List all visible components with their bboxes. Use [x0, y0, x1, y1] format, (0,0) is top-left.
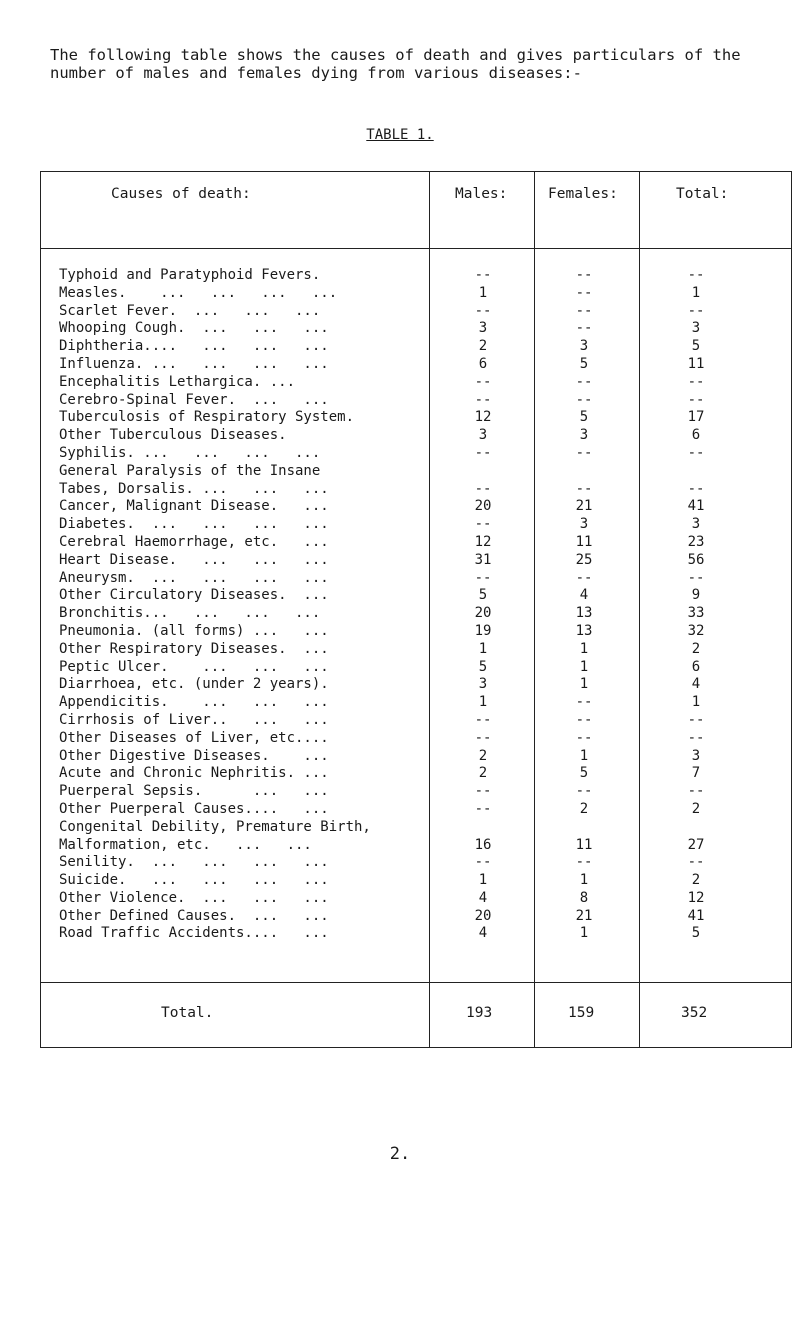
females-cell: 1	[579, 747, 589, 764]
total-cell: 5	[691, 338, 701, 355]
males-cell: 2	[478, 747, 488, 764]
total-cell: 32	[687, 622, 705, 639]
males-cell: --	[474, 480, 492, 497]
females-cell: 25	[575, 551, 593, 568]
cause-cell: Syphilis. ... ... ... ...	[59, 444, 321, 461]
cause-cell: Cerebro-Spinal Fever. ... ...	[59, 391, 329, 408]
males-cell: 1	[478, 284, 488, 301]
total-all: 352	[681, 1005, 708, 1021]
cause-cell: Senility. ... ... ... ...	[59, 854, 329, 871]
table-row	[41, 303, 791, 321]
total-cell: 3	[691, 320, 701, 337]
females-cell: 11	[575, 533, 593, 550]
table-body	[41, 267, 791, 943]
table-row	[41, 445, 791, 463]
header-total: Total:	[676, 186, 729, 202]
total-cell: --	[687, 729, 705, 746]
total-cell: 6	[691, 658, 701, 675]
table-row	[41, 587, 791, 605]
table-row	[41, 409, 791, 427]
total-cell: 17	[687, 409, 705, 426]
total-cell: 2	[691, 800, 701, 817]
males-cell: --	[474, 854, 492, 871]
males-cell: --	[474, 783, 492, 800]
table-row	[41, 320, 791, 338]
table-row	[41, 392, 791, 410]
total-females: 159	[568, 1005, 595, 1021]
females-cell: 2	[579, 800, 589, 817]
table-row	[41, 516, 791, 534]
cause-cell: Cirrhosis of Liver.. ... ...	[59, 711, 329, 728]
cause-cell: Pneumonia. (all forms) ... ...	[59, 622, 329, 639]
total-cell: 27	[687, 836, 705, 853]
males-cell: 5	[478, 658, 488, 675]
cause-cell: Other Diseases of Liver, etc....	[59, 729, 329, 746]
total-cell: 4	[691, 676, 701, 693]
cause-cell: Bronchitis... ... ... ...	[59, 605, 321, 622]
males-cell: 16	[474, 836, 492, 853]
cause-cell: Other Violence. ... ... ...	[59, 889, 329, 906]
header-females: Females:	[548, 186, 618, 202]
header-divider	[41, 248, 791, 249]
table-title: TABLE 1.	[366, 127, 434, 143]
total-cell: --	[687, 480, 705, 497]
females-cell: 8	[579, 889, 589, 906]
females-cell: --	[575, 694, 593, 711]
females-cell: 13	[575, 622, 593, 639]
females-cell: --	[575, 373, 593, 390]
total-cell: --	[687, 302, 705, 319]
females-cell: 3	[579, 427, 589, 444]
cause-cell: Puerperal Sepsis. ... ...	[59, 783, 329, 800]
males-cell: 6	[478, 355, 488, 372]
cause-cell: Other Tuberculous Diseases.	[59, 427, 287, 444]
total-cell: 5	[691, 925, 701, 942]
cause-cell: Cerebral Haemorrhage, etc. ...	[59, 533, 329, 550]
males-cell: 5	[478, 587, 488, 604]
cause-cell: Acute and Chronic Nephritis. ...	[59, 765, 329, 782]
males-cell: 20	[474, 605, 492, 622]
cause-cell: Other Defined Causes. ... ...	[59, 907, 329, 924]
males-cell: --	[474, 267, 492, 283]
males-cell: --	[474, 444, 492, 461]
cause-cell: Measles. ... ... ... ...	[59, 284, 338, 301]
table-row	[41, 498, 791, 516]
males-cell: --	[474, 302, 492, 319]
table-row	[41, 783, 791, 801]
cause-cell: Encephalitis Lethargica. ...	[59, 373, 296, 390]
total-cell: 2	[691, 640, 701, 657]
males-cell: 2	[478, 765, 488, 782]
males-cell: 3	[478, 320, 488, 337]
table-row	[41, 374, 791, 392]
table-row	[41, 712, 791, 730]
cause-cell: Other Respiratory Diseases. ...	[59, 640, 329, 657]
total-cell: 23	[687, 533, 705, 550]
table-row	[41, 872, 791, 890]
males-cell: 20	[474, 498, 492, 515]
females-cell: 5	[579, 409, 589, 426]
females-cell: --	[575, 444, 593, 461]
cause-cell: Peptic Ulcer. ... ... ...	[59, 658, 329, 675]
females-cell: 1	[579, 872, 589, 889]
females-cell: --	[575, 729, 593, 746]
page-number: 2.	[389, 1144, 411, 1164]
total-cell: --	[687, 267, 705, 283]
total-cell: 3	[691, 516, 701, 533]
total-cell: 9	[691, 587, 701, 604]
males-cell: --	[474, 729, 492, 746]
males-cell: 1	[478, 872, 488, 889]
cause-cell: Heart Disease. ... ... ...	[59, 551, 329, 568]
males-cell: --	[474, 569, 492, 586]
table-row	[41, 338, 791, 356]
males-cell: --	[474, 800, 492, 817]
table-row	[41, 676, 791, 694]
cause-cell: Tuberculosis of Respiratory System.	[59, 409, 355, 426]
total-cell: 1	[691, 284, 701, 301]
total-cell: --	[687, 783, 705, 800]
table-row	[41, 925, 791, 943]
total-cell: 3	[691, 747, 701, 764]
table-row	[41, 659, 791, 677]
cause-cell: Suicide. ... ... ... ...	[59, 872, 329, 889]
males-cell: 20	[474, 907, 492, 924]
females-cell: 4	[579, 587, 589, 604]
males-cell: 1	[478, 640, 488, 657]
total-cell: --	[687, 569, 705, 586]
table-row	[41, 890, 791, 908]
males-cell: --	[474, 516, 492, 533]
cause-cell: Road Traffic Accidents.... ...	[59, 925, 329, 942]
females-cell: --	[575, 284, 593, 301]
table-row	[41, 463, 791, 499]
total-cell: 1	[691, 694, 701, 711]
females-cell: --	[575, 267, 593, 283]
table-row	[41, 605, 791, 623]
total-cell: --	[687, 711, 705, 728]
table-row	[41, 427, 791, 445]
total-males: 193	[466, 1005, 493, 1021]
males-cell: 19	[474, 622, 492, 639]
cause-cell: Typhoid and Paratyphoid Fevers.	[59, 267, 321, 283]
cause-cell: Congenital Debility, Premature Birth, Malformation, etc. ... ...	[59, 818, 371, 853]
header-cause: Causes of death:	[111, 186, 251, 202]
males-cell: 2	[478, 338, 488, 355]
females-cell: --	[575, 569, 593, 586]
females-cell: 1	[579, 925, 589, 942]
table-row	[41, 854, 791, 872]
cause-cell: Other Circulatory Diseases. ...	[59, 587, 329, 604]
cause-cell: Other Digestive Diseases. ...	[59, 747, 329, 764]
cause-cell: Diarrhoea, etc. (under 2 years).	[59, 676, 329, 693]
females-cell: 21	[575, 907, 593, 924]
females-cell: --	[575, 320, 593, 337]
cause-cell: Other Puerperal Causes.... ...	[59, 800, 329, 817]
females-cell: 5	[579, 355, 589, 372]
males-cell: 31	[474, 551, 492, 568]
total-label: Total.	[161, 1005, 214, 1021]
females-cell: --	[575, 783, 593, 800]
total-cell: 2	[691, 872, 701, 889]
intro-paragraph: The following table shows the causes of death and gives particulars of the number of males and females dying from various diseases:-	[50, 46, 741, 82]
table-row	[41, 694, 791, 712]
table-row	[41, 765, 791, 783]
cause-cell: Aneurysm. ... ... ... ...	[59, 569, 329, 586]
females-cell: --	[575, 711, 593, 728]
females-cell: 5	[579, 765, 589, 782]
table-row	[41, 356, 791, 374]
table-row	[41, 801, 791, 819]
cause-cell: Cancer, Malignant Disease. ...	[59, 498, 329, 515]
females-cell: --	[575, 391, 593, 408]
females-cell: 21	[575, 498, 593, 515]
table-row	[41, 285, 791, 303]
cause-cell: Scarlet Fever. ... ... ...	[59, 302, 321, 319]
header-males: Males:	[455, 186, 508, 202]
table-row	[41, 641, 791, 659]
total-cell: 41	[687, 907, 705, 924]
females-cell: 3	[579, 516, 589, 533]
males-cell: 4	[478, 925, 488, 942]
total-cell: 12	[687, 889, 705, 906]
causes-of-death-table	[40, 171, 792, 1048]
females-cell: 1	[579, 640, 589, 657]
table-row	[41, 534, 791, 552]
total-cell: 33	[687, 605, 705, 622]
females-cell: 1	[579, 676, 589, 693]
total-cell: --	[687, 854, 705, 871]
males-cell: 3	[478, 427, 488, 444]
males-cell: --	[474, 711, 492, 728]
cause-cell: Diphtheria.... ... ... ...	[59, 338, 329, 355]
females-cell: 1	[579, 658, 589, 675]
table-row	[41, 748, 791, 766]
females-cell: 3	[579, 338, 589, 355]
total-cell: 41	[687, 498, 705, 515]
total-cell: 7	[691, 765, 701, 782]
females-cell: 11	[575, 836, 593, 853]
cause-cell: General Paralysis of the Insane Tabes, Dorsalis. ... ... ...	[59, 462, 329, 497]
total-divider	[41, 982, 791, 983]
total-cell: 11	[687, 355, 705, 372]
males-cell: 1	[478, 694, 488, 711]
table-row	[41, 267, 791, 285]
males-cell: --	[474, 373, 492, 390]
total-cell: --	[687, 391, 705, 408]
females-cell: --	[575, 480, 593, 497]
males-cell: --	[474, 391, 492, 408]
cause-cell: Appendicitis. ... ... ...	[59, 694, 329, 711]
females-cell: 13	[575, 605, 593, 622]
females-cell: --	[575, 302, 593, 319]
table-row	[41, 570, 791, 588]
total-cell: 6	[691, 427, 701, 444]
females-cell: --	[575, 854, 593, 871]
cause-cell: Diabetes. ... ... ... ...	[59, 516, 329, 533]
table-row	[41, 552, 791, 570]
total-cell: --	[687, 373, 705, 390]
table-row	[41, 623, 791, 641]
total-cell: 56	[687, 551, 705, 568]
total-cell: --	[687, 444, 705, 461]
table-row	[41, 819, 791, 855]
table-row	[41, 908, 791, 926]
males-cell: 4	[478, 889, 488, 906]
males-cell: 12	[474, 533, 492, 550]
cause-cell: Whooping Cough. ... ... ...	[59, 320, 329, 337]
males-cell: 12	[474, 409, 492, 426]
cause-cell: Influenza. ... ... ... ...	[59, 355, 329, 372]
males-cell: 3	[478, 676, 488, 693]
table-row	[41, 730, 791, 748]
